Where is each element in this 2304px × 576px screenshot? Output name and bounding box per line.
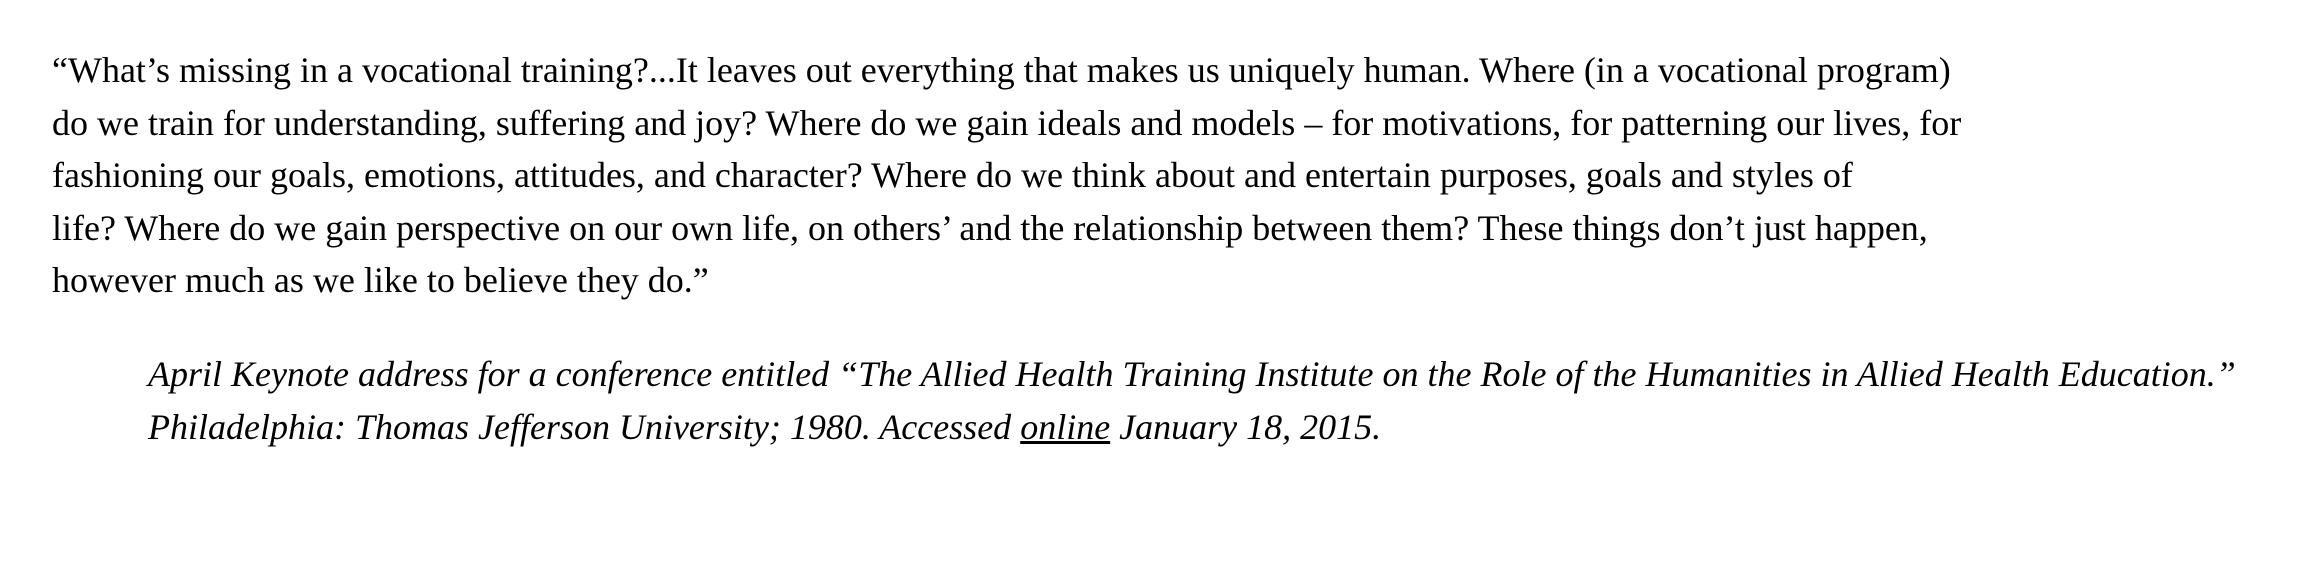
online-link[interactable]: online (1020, 406, 1111, 447)
quote-line: fashioning our goals, emotions, attitudes, and character? Where do we think about and entertain purposes, goals and styles of (52, 155, 1853, 195)
quote-paragraph (52, 44, 2292, 307)
quote-line: life? Where do we gain perspective on our own life, on others’ and the relationship between them? These things don’t just happen, (52, 207, 1928, 248)
citation (148, 348, 2288, 453)
citation-line-2 (148, 401, 2288, 454)
quote-line: “What’s missing in a vocational training?...It leaves out everything that makes us uniquely human. Where (in a vocational program) (52, 50, 1951, 90)
quote-line: do we train for understanding, suffering and joy? Where do we gain ideals and models – for motivations, for patterning our lives, for (52, 102, 1962, 143)
citation-line-1: April Keynote address for a conference entitled “The Allied Health Training Institute on the Role of the Humanities in Allied Health Education.” (148, 354, 2236, 394)
citation-text-after-link: January 18, 2015. (1110, 406, 1382, 447)
quote-line: however much as we like to believe they do.” (52, 260, 709, 300)
citation-text-before-link: Philadelphia: Thomas Jefferson University; 1980. Accessed (148, 406, 1021, 447)
